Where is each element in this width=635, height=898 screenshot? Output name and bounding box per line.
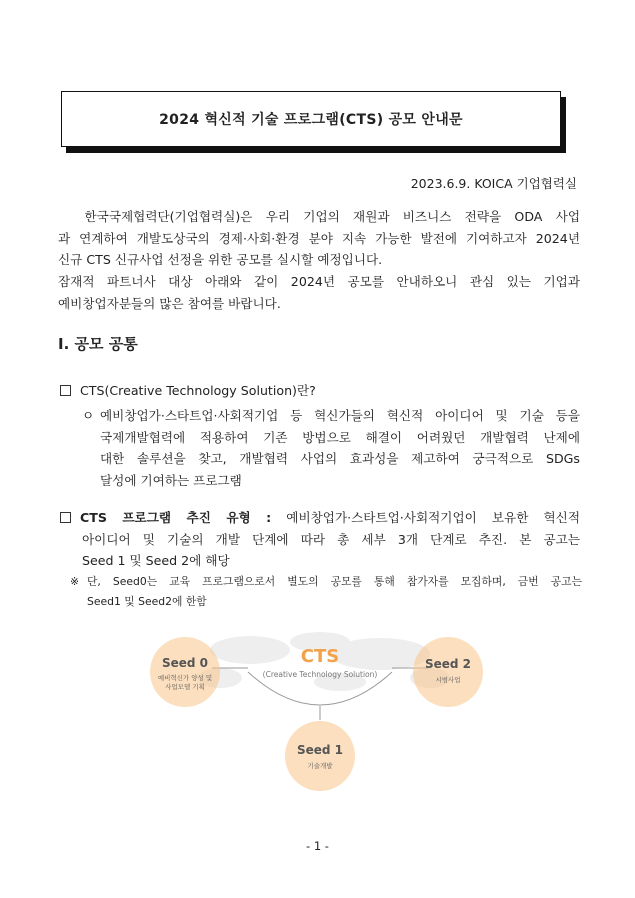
page-number: - 1 - [306,839,329,853]
seed0-desc: 사업모델 기획 [165,683,205,691]
footnote [70,572,582,614]
intro-paragraph [58,206,580,271]
seed0-circle [150,637,220,707]
cts-definition-heading [60,380,316,399]
intro-line: 한국국제협력단(기업협력실)은 우리 기업의 재원과 비즈니스 전략을 ODA 사업 [58,209,580,224]
program-type-line: Seed 1 및 Seed 2에 해당 [82,553,230,568]
cts-stage-diagram [140,620,500,810]
program-type-continuation [60,529,580,572]
program-type-first-line [60,507,580,529]
section-heading: I. 공모 공통 [58,335,138,353]
seed0-title: Seed 0 [161,656,209,670]
seed2-title: Seed 2 [424,657,472,671]
program-type-line: 아이디어 및 기술의 개발 단계에 따라 총 세부 3개 단계로 추진. 본 공고는 [82,531,580,547]
seed1-title: Seed 1 [296,743,344,757]
seed2-circle [413,637,483,707]
intro-paragraph-2 [58,271,580,314]
intro-line: 과 연계하여 개발도상국의 경제·사회·환경 분야 지속 가능한 발전에 기여하고자 2024년 [58,230,580,246]
bullet-line: 대한 솔루션을 찾고, 개발협력 사업의 효과성을 제고하여 궁극적으로 SDGs [100,451,580,466]
bullet-text [100,405,580,491]
intro-line: 신규 CTS 신규사업 선정을 위한 공모를 실시할 예정입니다. [58,252,383,267]
cts-definition-bullet [82,405,580,495]
title-box [61,91,561,147]
seed2-desc: 시범사업 [435,676,461,684]
program-type-heading: CTS 프로그램 추진 유형 : [80,510,272,525]
document-title: 2024 혁신적 기술 프로그램(CTS) 공모 안내문 [159,112,463,128]
seed0-desc: 예비혁신가 양성 및 [157,674,213,682]
reference-mark: ※ [70,575,80,588]
cts-center-subtitle: (Creative Technology Solution) [262,670,378,679]
bullet-line: 국제개발협력에 적용하여 기존 방법으로 해결이 어려웠던 개발협력 난제에 [100,429,580,445]
footnote-line: Seed1 및 Seed2에 한함 [87,595,207,608]
intro2-line: 잠재적 파트너사 대상 아래와 같이 2024년 공모를 안내하오니 관심 있는 기업과 [58,274,580,289]
intro2-line: 예비창업자분들의 많은 참여를 바랍니다. [58,295,281,311]
seed1-desc: 기술개발 [307,762,333,770]
square-bullet-icon [60,385,71,396]
cts-center-title: CTS [300,646,340,667]
program-type-text: 예비창업가·스타트업·사회적기업이 보유한 혁신적 [286,510,580,525]
footnote-text [87,572,582,612]
footnote-line: 단, Seed0는 교육 프로그램으로서 별도의 공모를 통해 참가자를 모집하며, 금번 공고는 [87,575,582,588]
square-bullet-icon [60,512,71,523]
bullet-line: 달성에 기여하는 프로그램 [100,472,242,488]
heading-text: CTS(Creative Technology Solution)란? [80,383,316,398]
program-type-item [60,507,580,572]
bullet-line: 예비창업가·스타트업·사회적기업 등 혁신가들의 혁신적 아이디어 및 기술 등을 [100,408,580,423]
date-line: 2023.6.9. KOICA 기업협력실 [410,176,577,191]
circle-bullet-icon: ㅇ [82,408,95,423]
